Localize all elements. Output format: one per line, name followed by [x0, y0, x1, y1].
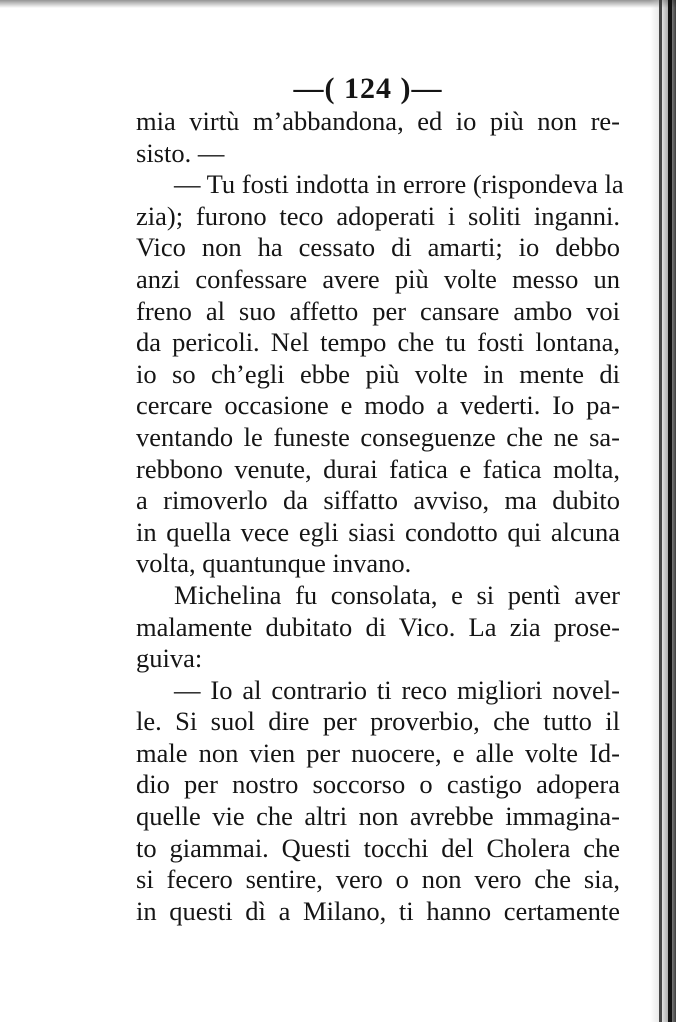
- text-line: mia virtù m’abbandona, ed io più non re-: [136, 106, 620, 136]
- text-line: quelle vie che altri non avrebbe immagina-: [136, 801, 620, 832]
- text-line: dio per nostro soccorso o castigo adopera: [136, 769, 620, 800]
- text-line: da pericoli. Nel tempo che tu fosti lontana,: [136, 327, 620, 358]
- page-number: —( 124 )—: [293, 72, 443, 105]
- text-line: Vico non ha cessato di amarti; io debbo: [136, 232, 620, 263]
- text-line: in questi dì a Milano, ti hanno certamente: [136, 895, 620, 926]
- text-line: malamente dubitato di Vico. La zia prose-: [136, 611, 620, 642]
- binding-shadow: [650, 0, 676, 1022]
- text-line: le. Si suol dire per proverbio, che tutto il: [136, 706, 620, 737]
- text-line: cercare occasione e modo a vederti. Io pa-: [136, 390, 620, 421]
- text-line: — Tu fosti indotta in errore (rispondeva la: [174, 169, 624, 200]
- text-line: in quella vece egli siasi condotto qui alcuna: [136, 516, 620, 547]
- binding-edge-dark: [668, 0, 672, 1022]
- text-line: a rimoverlo da siffatto avviso, ma dubito: [136, 485, 620, 516]
- text-line: — Io al contrario ti reco migliori novel-: [174, 674, 620, 705]
- text-line: io so ch’egli ebbe più volte in mente di: [136, 358, 620, 389]
- text-line: rebbono venute, durai fatica e fatica molta,: [136, 453, 620, 484]
- text-line: male non vien per nuocere, e alle volte Id-: [136, 737, 620, 768]
- text-line: Michelina fu consolata, e si pentì aver: [174, 579, 620, 610]
- text-line: volta, quantunque invano.: [136, 548, 412, 579]
- text-line: freno al suo affetto per cansare ambo voi: [136, 295, 620, 326]
- text-line: anzi confessare avere più volte messo un: [136, 263, 620, 294]
- text-line: to giammai. Questi tocchi del Cholera che: [136, 832, 620, 863]
- binding-edge-line: [659, 0, 662, 1022]
- text-line: ventando le funeste conseguenze che ne sa-: [136, 421, 620, 452]
- text-line: si fecero sentire, vero o non vero che sia,: [136, 864, 620, 895]
- text-line: guiva:: [136, 643, 203, 674]
- page-top-shadow: [0, 0, 676, 8]
- body-text: [136, 106, 624, 927]
- text-line: sisto. —: [136, 137, 225, 168]
- text-line: zia); furono teco adoperati i soliti inganni.: [136, 200, 620, 231]
